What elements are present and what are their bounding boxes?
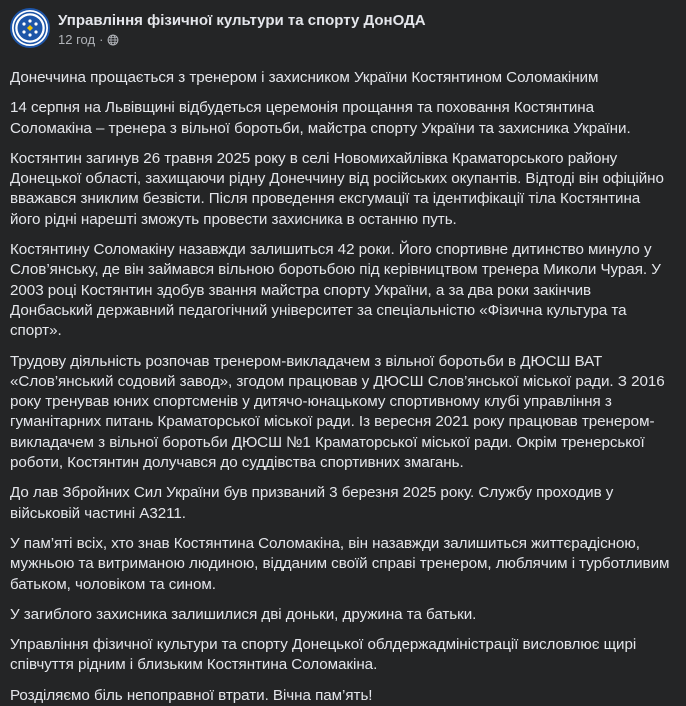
post-meta bbox=[58, 31, 426, 49]
post-headline: Донеччина прощається з тренером і захисником України Костянтином Соломакіним bbox=[10, 69, 599, 86]
post-paragraph: Костянтину Соломакіну назавжди залишиться 42 роки. Його спортивне дитинство минуло у Слов’янську, де він займався вільною боротьбою під керівництвом тренера Миколи Чурая. У 2003 році Костянтин здобув звання майстра спорту України, а за два роки закінчив Донбаський державний педагогічний університет за спеціальністю «Фізична культура та спорт». bbox=[10, 241, 661, 340]
post-paragraph: Розділяємо біль непоправної втрати. Вічна пам’ять! bbox=[10, 686, 373, 704]
post-paragraph: У загиблого захисника залишилися дві доньки, дружина та батьки. bbox=[10, 605, 477, 623]
post-header bbox=[10, 8, 676, 58]
globe-icon[interactable] bbox=[107, 34, 119, 46]
post-body bbox=[10, 68, 674, 706]
emblem-icon bbox=[12, 10, 48, 46]
post-paragraph: Костянтин загинув 26 травня 2025 року в селі Новомихайлівка Краматорського району Донецької області, захищаючи рідну Донеччину від російських окупантів. Відтоді він офіційно вважався зниклим безвісти. Після проведення ексгумації та ідентифікації тіла Костянтина його рідні нарешті зможуть провести захисника в останню путь. bbox=[10, 149, 664, 228]
meta-separator: · bbox=[99, 32, 104, 47]
header-text bbox=[58, 8, 426, 49]
page-name[interactable]: Управління фізичної культури та спорту ДонОДА bbox=[58, 12, 426, 29]
post-paragraph: 14 серпня на Львівщині відбудеться церемонія прощання та поховання Костянтина Соломакіна – тренера з вільної боротьби, майстра спорту України та захисника України. bbox=[10, 99, 631, 137]
page-avatar[interactable] bbox=[10, 8, 50, 48]
post-paragraph: Управління фізичної культури та спорту Донецької облдержадміністрації висловлює щирі співчуття рідним і близьким Костянтина Соломакіна. bbox=[10, 636, 637, 674]
post-paragraph: Трудову діяльність розпочав тренером-викладачем з вільної боротьби в ДЮСШ ВАТ «Слов’янський содовий завод», згодом працював у ДЮСШ Слов’янської міської ради. З 2016 року тренував юних спортсменів у дитячо-юнацькому спортивному клубі управління з гуманітарних питань Краматорської міської ради. Із вересня 2021 року працював тренером-викладачем з вільної боротьби ДЮСШ №1 Краматорської міської ради. Окрім тренерської роботи, Костянтин долучався до суддівства спортивних змагань. bbox=[10, 352, 665, 472]
post-time[interactable]: 12 год bbox=[58, 32, 96, 47]
post-paragraph: У пам’яті всіх, хто знав Костянтина Соломакіна, він назавжди залишиться життєрадісною, мужньою та витриманою людиною, відданим своїй справі тренером, люблячим і турботливим батьком, чоловіком та сином. bbox=[10, 534, 670, 593]
post-paragraph: До лав Збройних Сил України був призваний 3 березня 2025 року. Службу проходив у військовій частині А3211. bbox=[10, 484, 614, 522]
